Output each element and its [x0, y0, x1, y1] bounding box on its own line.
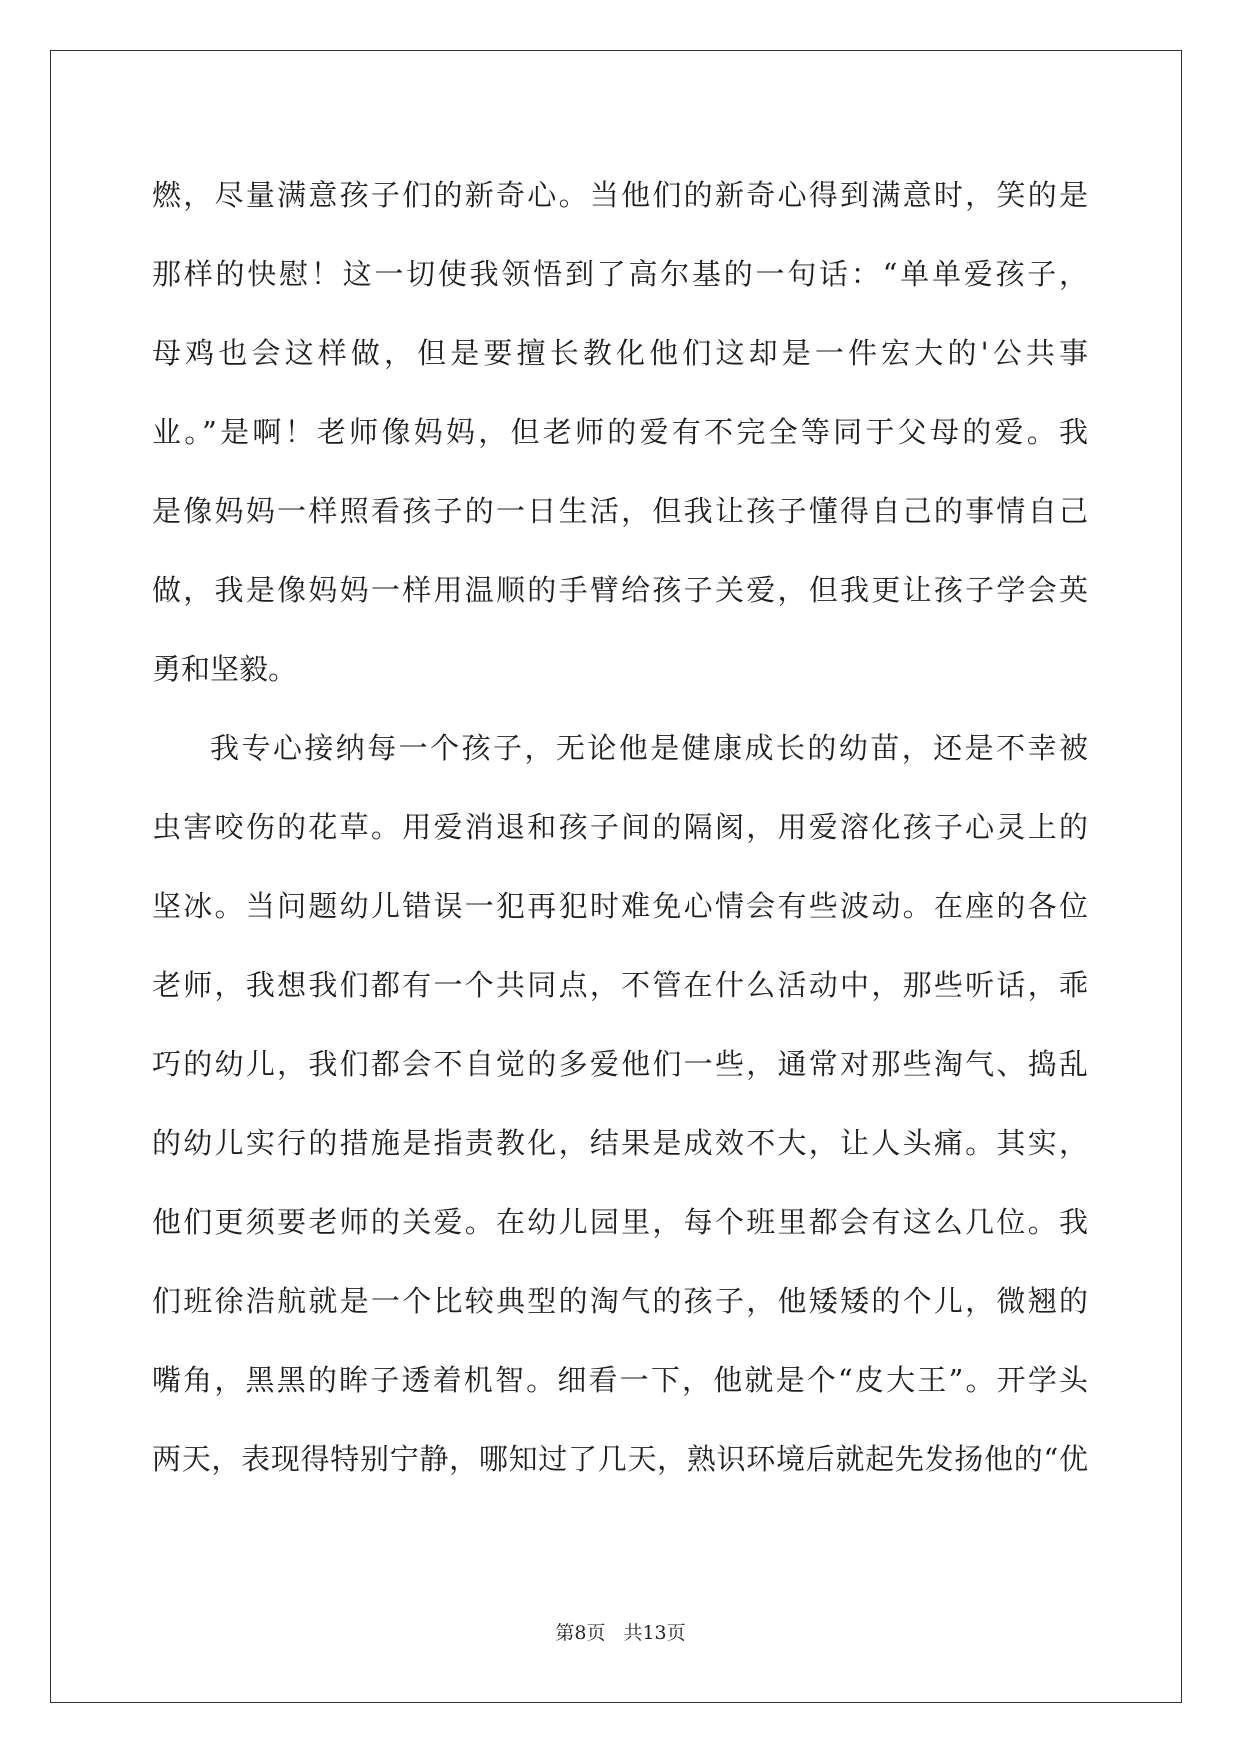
page-number-total: 共13页 — [623, 1622, 686, 1644]
text-line: 那样的快慰！这一切使我领悟到了高尔基的一句话：“单单爱孩子， — [152, 257, 1088, 291]
text-line: 勇和坚毅。 — [152, 652, 298, 686]
text-line: 两天，表现得特别宁静，哪知过了几天，熟识环境后就起先发扬他的“优 — [152, 1442, 1088, 1476]
document-body — [152, 156, 1088, 1499]
text-line: 老师，我想我们都有一个共同点，不管在什么活动中，那些听话，乖 — [152, 968, 1088, 1002]
text-line: 是像妈妈一样照看孩子的一日生活，但我让孩子懂得自己的事情自己 — [152, 494, 1088, 528]
text-line: 业。”是啊！老师像妈妈，但老师的爱有不完全等同于父母的爱。我 — [152, 415, 1088, 449]
text-line: 做，我是像妈妈一样用温顺的手臂给孩子关爱，但我更让孩子学会英 — [152, 573, 1088, 607]
page-number-current: 第8页 — [555, 1622, 606, 1644]
text-line: 的幼儿实行的措施是指责教化，结果是成效不大，让人头痛。其实， — [152, 1126, 1088, 1160]
text-line: 燃，尽量满意孩子们的新奇心。当他们的新奇心得到满意时，笑的是 — [152, 178, 1088, 212]
text-line: 巧的幼儿，我们都会不自觉的多爱他们一些，通常对那些淘气、捣乱 — [152, 1047, 1088, 1081]
text-line: 虫害咬伤的花草。用爱消退和孩子间的隔阂，用爱溶化孩子心灵上的 — [152, 810, 1088, 844]
page-footer — [0, 1618, 1241, 1645]
text-line: 嘴角，黑黑的眸子透着机智。细看一下，他就是个“皮大王”。开学头 — [152, 1363, 1088, 1397]
text-line: 们班徐浩航就是一个比较典型的淘气的孩子，他矮矮的个儿，微翘的 — [152, 1284, 1088, 1318]
text-line: 母鸡也会这样做，但是要擅长教化他们这却是一件宏大的'公共事 — [152, 336, 1088, 370]
text-line: 坚冰。当问题幼儿错误一犯再犯时难免心情会有些波动。在座的各位 — [152, 889, 1088, 923]
text-line: 他们更须要老师的关爱。在幼儿园里，每个班里都会有这么几位。我 — [152, 1205, 1088, 1239]
paragraph-first-line: 我专心接纳每一个孩子，无论他是健康成长的幼苗，还是不幸被 — [210, 731, 1088, 765]
